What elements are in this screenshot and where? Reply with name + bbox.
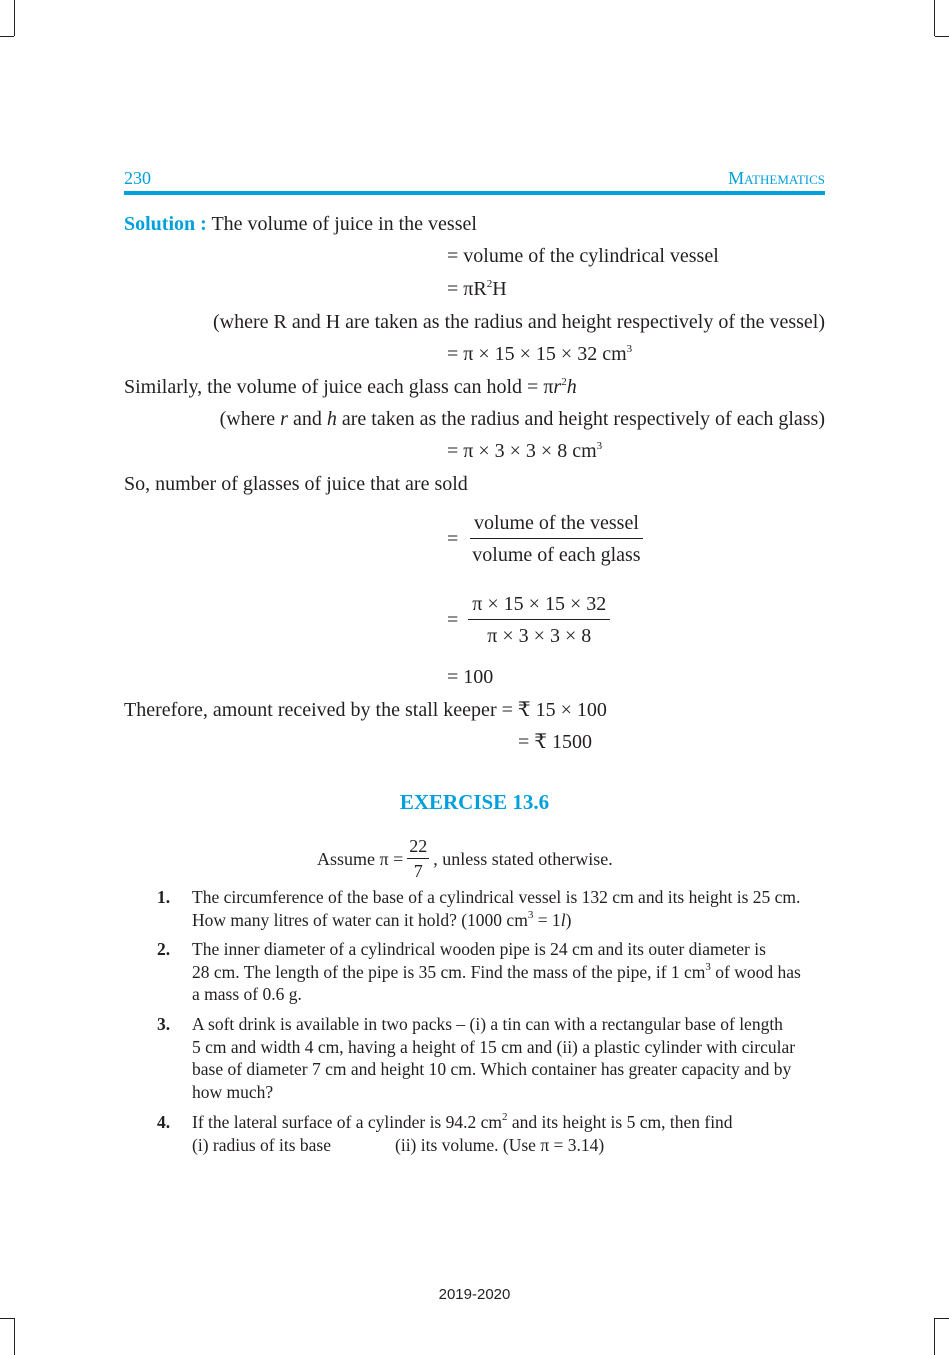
numerator: volume of the vessel <box>470 512 643 539</box>
question-number: 2. <box>157 939 171 959</box>
question-4 <box>124 1111 825 1156</box>
question-number: 1. <box>157 887 171 907</box>
question-text-part: If the lateral surface of a cylinder is 94.2 cm <box>192 1112 503 1132</box>
question-text-part: = 1 <box>533 909 561 930</box>
superscript: 2 <box>561 376 567 388</box>
crop-mark <box>0 1318 14 1319</box>
assume-text: , unless stated otherwise. <box>433 848 613 869</box>
crop-mark <box>935 1318 949 1319</box>
question-line: A soft drink is available in two packs – (i) a tin can with a rectangular base of length <box>192 1014 783 1034</box>
question-text <box>192 886 825 931</box>
step-formula-text: H <box>492 278 507 300</box>
numerator: π × 15 × 15 × 32 <box>468 593 610 620</box>
assume-text: Assume π = <box>317 848 404 869</box>
question-line: how much? <box>192 1081 274 1102</box>
fraction <box>468 593 610 648</box>
question-text <box>192 1111 825 1156</box>
question-line: 5 cm and width 4 cm, having a height of 15 cm and (ii) a plastic cylinder with circular <box>192 1036 796 1057</box>
question-line <box>192 961 825 984</box>
step-volume-cylinder: = volume of the cylindrical vessel <box>447 245 719 267</box>
pi-fraction <box>407 836 429 882</box>
solution-label: Solution : <box>124 213 207 235</box>
header-rule <box>124 191 825 195</box>
question-line <box>192 1111 825 1134</box>
question-text-part: 28 cm. The length of the pipe is 35 cm. Find the mass of the pipe, if 1 cm <box>192 961 706 982</box>
question-line: a mass of 0.6 g. <box>192 984 302 1004</box>
denominator: volume of each glass <box>472 544 641 566</box>
footer-year: 2019-2020 <box>438 1286 511 1303</box>
crop-mark <box>934 0 935 36</box>
question-part-i: (i) radius of its base <box>192 1134 331 1155</box>
note-text: are taken as the radius and height respectively of each glass) <box>336 408 825 430</box>
note-text: and <box>287 408 327 430</box>
question-3 <box>124 1013 825 1103</box>
solution-intro-text: The volume of juice in the vessel <box>206 213 477 235</box>
italic-var: r <box>280 408 288 430</box>
note-vessel: (where R and H are taken as the radius and height respectively of the vessel) <box>213 311 825 333</box>
result-100: = 100 <box>447 666 494 688</box>
assume-pi <box>317 836 613 882</box>
fraction-volumes <box>447 512 645 567</box>
note-glass <box>220 407 825 431</box>
crop-mark <box>14 1318 15 1355</box>
step-vessel-volume <box>447 342 632 366</box>
superscript: 3 <box>527 908 534 921</box>
italic-var: h <box>326 408 337 430</box>
superscript: 2 <box>486 278 493 290</box>
superscript: 3 <box>705 960 711 973</box>
numerator: 22 <box>407 836 429 859</box>
page-number: 230 <box>124 168 151 188</box>
crop-mark <box>14 0 15 36</box>
step-glass-volume <box>447 439 602 463</box>
question-number: 4. <box>157 1112 171 1132</box>
italic-var: r <box>553 376 562 398</box>
step-formula <box>447 277 507 301</box>
step-formula-text: = πR <box>447 278 487 300</box>
denominator: π × 3 × 3 × 8 <box>487 625 592 647</box>
question-text-part: ) <box>565 909 572 930</box>
superscript: 2 <box>502 1111 508 1123</box>
crop-mark <box>934 1318 935 1355</box>
similarly-line <box>124 375 577 399</box>
question-text-part: How many litres of water can it hold? (1000 cm <box>192 909 528 930</box>
exercise-title: EXERCISE 13.6 <box>399 790 550 814</box>
note-text: (where <box>219 408 281 430</box>
italic-var: h <box>566 376 577 398</box>
book-title: Mathematics <box>728 168 825 188</box>
therefore-line: Therefore, amount received by the stall keeper = ₹ 15 × 100 <box>124 699 607 721</box>
question-line: The inner diameter of a cylindrical wooden pipe is 24 cm and its outer diameter is <box>192 939 766 959</box>
question-part-ii: (ii) its volume. (Use π = 3.14) <box>395 1134 605 1155</box>
crop-mark <box>0 36 14 37</box>
superscript: 3 <box>596 440 603 452</box>
crop-mark <box>935 36 949 37</box>
so-line: So, number of glasses of juice that are sold <box>124 473 468 495</box>
solution-intro <box>124 212 477 236</box>
denominator: 7 <box>413 861 423 881</box>
equals-sign: = <box>447 528 459 550</box>
question-line: base of diameter 7 cm and height 10 cm. Which container has greater capacity and by <box>192 1059 792 1079</box>
superscript: 3 <box>626 343 633 355</box>
question-2 <box>124 938 825 1006</box>
step-text: = π × 3 × 3 × 8 cm <box>447 440 597 462</box>
italic-var: l <box>560 909 566 930</box>
question-text-part: of wood has <box>710 961 801 982</box>
question-text <box>192 1013 825 1103</box>
question-line <box>192 909 825 932</box>
question-line: The circumference of the base of a cylindrical vessel is 132 cm and its height is 25 cm. <box>192 887 801 907</box>
question-number: 3. <box>157 1014 171 1034</box>
final-amount: = ₹ 1500 <box>518 731 593 753</box>
fraction <box>468 512 644 567</box>
fraction-numbers <box>447 593 610 648</box>
equals-sign: = <box>447 609 459 631</box>
question-text-part: and its height is 5 cm, then find <box>507 1112 733 1132</box>
question-text <box>192 938 825 1006</box>
question-line <box>192 1134 825 1157</box>
step-text: = π × 15 × 15 × 32 cm <box>447 343 627 365</box>
similarly-text: Similarly, the volume of juice each glass can hold = π <box>124 376 554 398</box>
question-1 <box>124 886 825 931</box>
